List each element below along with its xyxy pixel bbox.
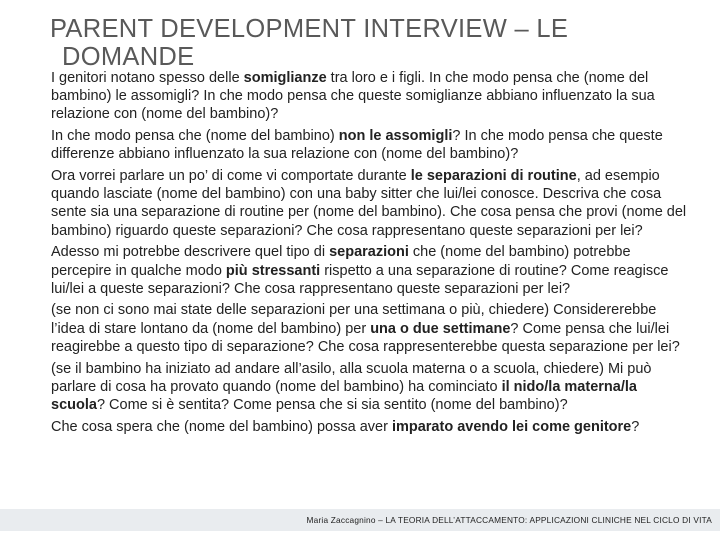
emphasized-text: una o due settimane bbox=[370, 320, 511, 337]
question-paragraph bbox=[51, 69, 691, 124]
paragraph-text: Ora vorrei parlare un po’ di come vi comportate durante bbox=[51, 168, 411, 185]
paragraph-text: rispetto a una separazione di routine? Come reagisce lui/lei a queste separazioni? Che cosa rappresentano queste separazioni per lei? bbox=[51, 262, 669, 297]
paragraph-text: ? Come si è sentita? Come pensa che si sia sentito (nome del bambino)? bbox=[96, 396, 568, 413]
question-paragraph bbox=[51, 418, 691, 436]
paragraph-text: Adesso mi potrebbe descrivere quel tipo di bbox=[51, 244, 330, 261]
question-list bbox=[51, 69, 691, 439]
paragraph-text: (se non ci sono mai state delle separazioni per una settimana o più, chiedere) Considererebbe l’idea di stare lontano da (nome del bambino) per bbox=[51, 302, 657, 337]
slide-title-line-2: DOMANDE bbox=[62, 43, 195, 71]
question-paragraph bbox=[51, 127, 691, 163]
emphasized-text: somiglianze bbox=[243, 70, 327, 86]
paragraph-text: ? In che modo pensa che queste differenze abbiano influenzato la sua relazione con (nome del bambino)? bbox=[51, 128, 663, 163]
paragraph-text: ? Come pensa che lui/lei reagirebbe a questo tipo di separazione? Che cosa rappresenterebbe questa separazione per lei? bbox=[51, 320, 680, 355]
paragraph-text: ? bbox=[631, 418, 640, 435]
paragraph-text: , ad esempio quando lasciate (nome del bambino) con una baby sitter che lui/lei conosce. Descriva che cosa sente sia una separazione di routine per (nome del bambino). Che cosa pensa che provi (nome del bambino) riguardo queste separazioni? Che cosa rappresentano queste separazioni per lei? bbox=[51, 168, 687, 239]
question-paragraph bbox=[51, 301, 691, 356]
paragraph-text: che (nome del bambino) potrebbe percepire in qualche modo bbox=[51, 244, 631, 279]
paragraph-text: tra loro e i figli. In che modo pensa che (nome del bambino) le assomigli? In che modo pensa che queste somiglianze abbiano influenzato la sua relazione con (nome del bambino)? bbox=[51, 70, 655, 123]
emphasized-text: non le assomigli bbox=[338, 128, 453, 145]
paragraph-text: I genitori notano spesso delle bbox=[51, 70, 244, 86]
emphasized-text: imparato avendo lei come genitore bbox=[391, 418, 632, 435]
paragraph-text: (se il bambino ha iniziato ad andare all’asilo, alla scuola materna o a scuola, chiedere) Mi può parlare di cosa ha provato quando (nome del bambino) ha cominciato bbox=[51, 360, 652, 395]
paragraph-text: In che modo pensa che (nome del bambino) bbox=[51, 128, 339, 145]
emphasized-text: il nido/la materna/la scuola bbox=[51, 378, 637, 413]
slide-title bbox=[50, 15, 690, 71]
question-paragraph bbox=[51, 243, 691, 298]
question-paragraph bbox=[51, 360, 691, 415]
emphasized-text: separazioni bbox=[329, 244, 409, 261]
footer-credit: Maria Zaccagnino – LA TEORIA DELL’ATTACCAMENTO: APPLICAZIONI CLINICHE NEL CICLO DI VITA bbox=[306, 515, 712, 525]
question-paragraph bbox=[51, 167, 691, 240]
emphasized-text: le separazioni di routine bbox=[410, 168, 577, 185]
slide-title-line-1: PARENT DEVELOPMENT INTERVIEW – LE bbox=[50, 15, 569, 43]
emphasized-text: più stressanti bbox=[225, 262, 321, 279]
paragraph-text: Che cosa spera che (nome del bambino) possa aver bbox=[51, 418, 392, 435]
